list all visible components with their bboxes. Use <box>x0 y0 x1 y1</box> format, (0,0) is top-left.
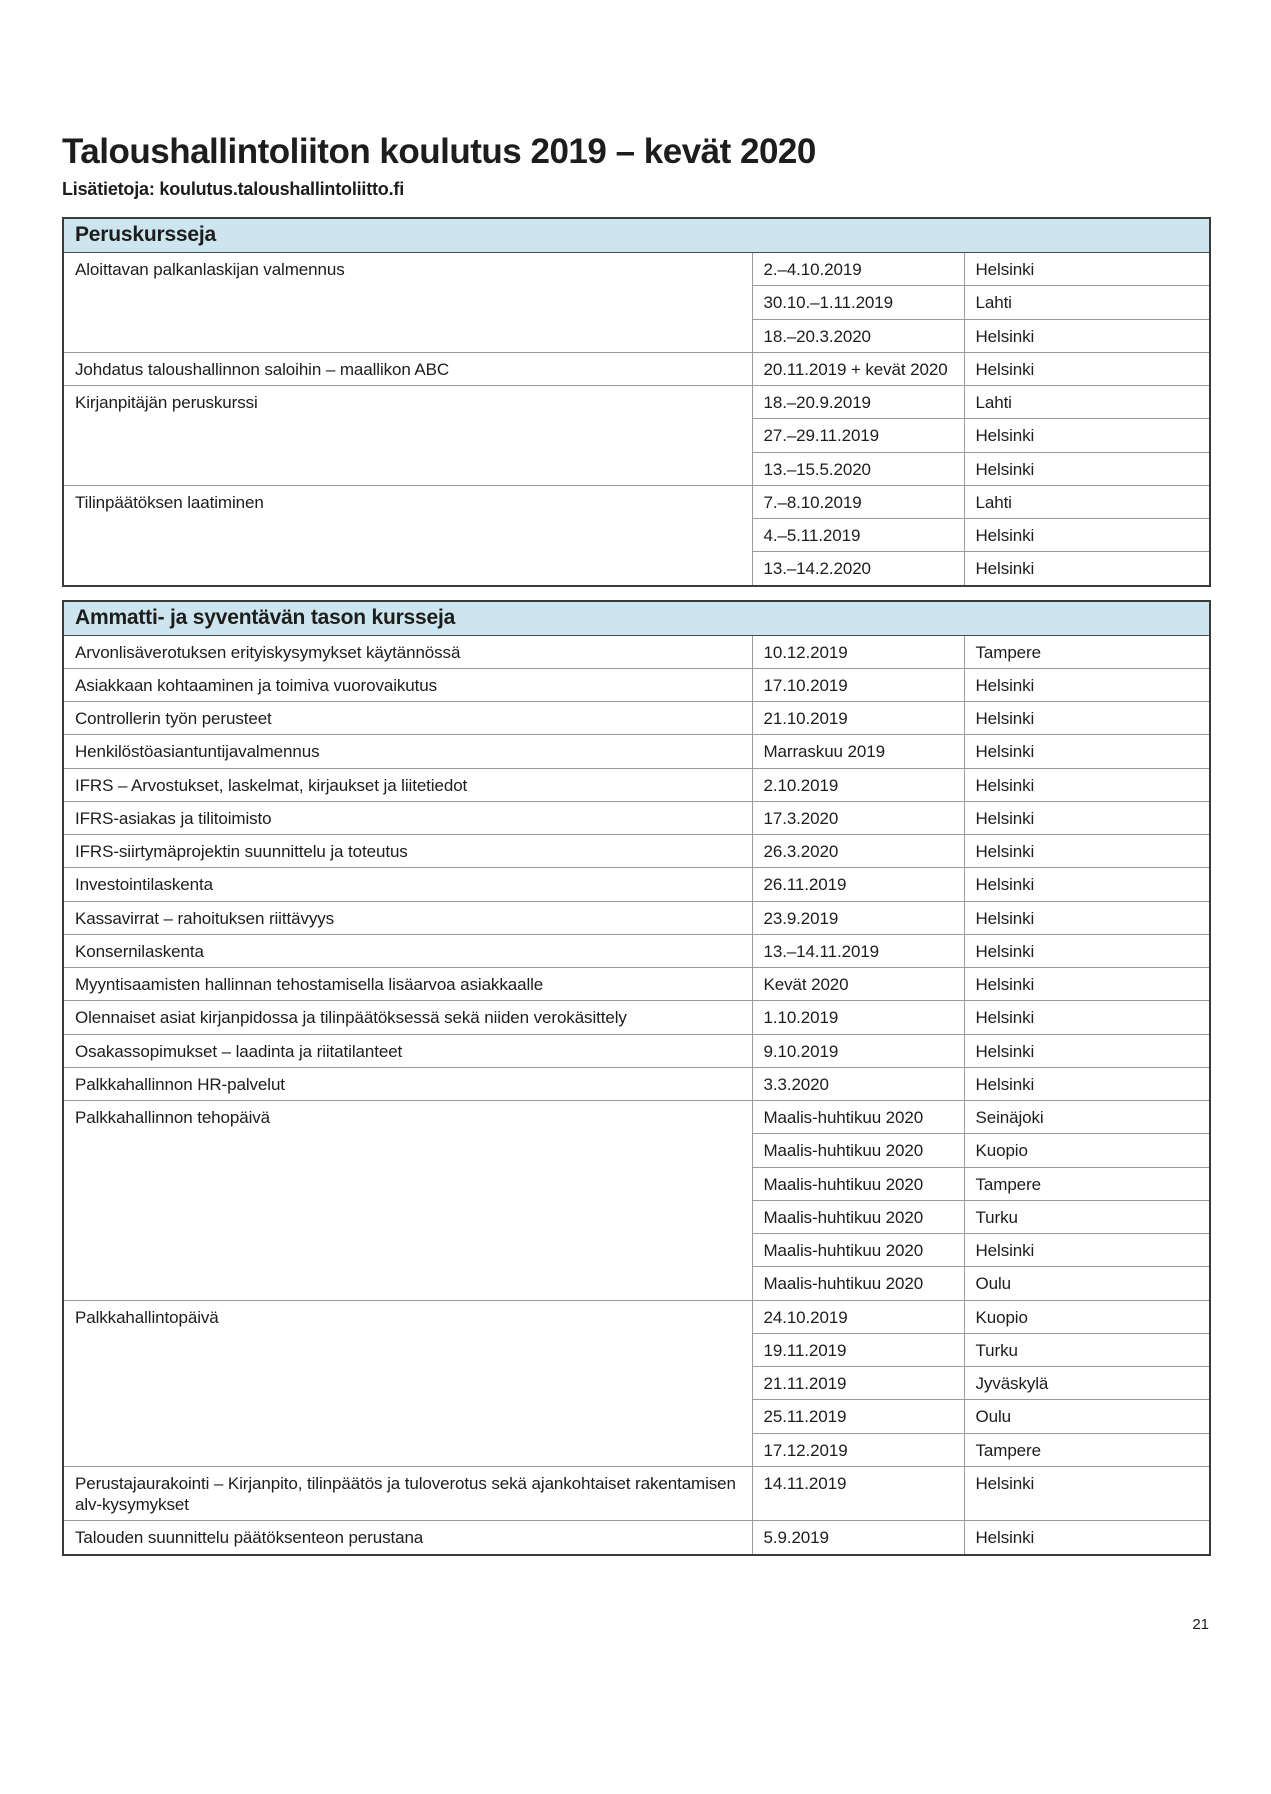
location-cell: Helsinki <box>964 668 1210 701</box>
location-cell: Tampere <box>964 1167 1210 1200</box>
date-cell: 13.–15.5.2020 <box>752 452 964 485</box>
date-cell: 7.–8.10.2019 <box>752 485 964 518</box>
location-cell: Helsinki <box>964 1034 1210 1067</box>
course-name-cell: IFRS-siirtymäprojektin suunnittelu ja toteutus <box>63 835 752 868</box>
date-cell: 18.–20.3.2020 <box>752 319 964 352</box>
location-cell: Helsinki <box>964 702 1210 735</box>
date-cell: 3.3.2020 <box>752 1067 964 1100</box>
location-cell: Helsinki <box>964 1234 1210 1267</box>
location-cell: Helsinki <box>964 934 1210 967</box>
table-row <box>63 253 1210 286</box>
date-cell: 26.3.2020 <box>752 835 964 868</box>
date-cell: Kevät 2020 <box>752 968 964 1001</box>
location-cell: Helsinki <box>964 319 1210 352</box>
course-name-cell: Investointilaskenta <box>63 868 752 901</box>
location-cell: Seinäjoki <box>964 1101 1210 1134</box>
location-cell: Helsinki <box>964 1521 1210 1555</box>
table-row <box>63 1001 1210 1034</box>
course-name-cell: Palkkahallinnon tehopäivä <box>63 1101 752 1301</box>
table-row <box>63 835 1210 868</box>
location-cell: Lahti <box>964 485 1210 518</box>
date-cell: Maalis-huhtikuu 2020 <box>752 1267 964 1300</box>
location-cell: Helsinki <box>964 519 1210 552</box>
table-row <box>63 901 1210 934</box>
section-header-basic-courses: Peruskursseja <box>63 218 1210 253</box>
advanced-courses-table-body <box>63 635 1210 1555</box>
table-row <box>63 735 1210 768</box>
date-cell: 1.10.2019 <box>752 1001 964 1034</box>
table-row <box>63 868 1210 901</box>
date-cell: Maalis-huhtikuu 2020 <box>752 1234 964 1267</box>
date-cell: 17.12.2019 <box>752 1433 964 1466</box>
location-cell: Jyväskylä <box>964 1367 1210 1400</box>
location-cell: Helsinki <box>964 968 1210 1001</box>
location-cell: Lahti <box>964 386 1210 419</box>
course-name-cell: Aloittavan palkanlaskijan valmennus <box>63 253 752 353</box>
table-row <box>63 1466 1210 1521</box>
date-cell: 2.10.2019 <box>752 768 964 801</box>
course-name-cell: Palkkahallintopäivä <box>63 1300 752 1466</box>
location-cell: Helsinki <box>964 1067 1210 1100</box>
date-cell: 26.11.2019 <box>752 868 964 901</box>
course-name-cell: IFRS – Arvostukset, laskelmat, kirjaukset ja liitetiedot <box>63 768 752 801</box>
location-cell: Helsinki <box>964 901 1210 934</box>
location-cell: Helsinki <box>964 452 1210 485</box>
location-cell: Helsinki <box>964 868 1210 901</box>
date-cell: 21.11.2019 <box>752 1367 964 1400</box>
course-name-cell: Osakassopimukset – laadinta ja riitatilanteet <box>63 1034 752 1067</box>
course-name-cell: Johdatus taloushallinnon saloihin – maallikon ABC <box>63 352 752 385</box>
date-cell: 10.12.2019 <box>752 635 964 668</box>
table-row <box>63 635 1210 668</box>
location-cell: Turku <box>964 1200 1210 1233</box>
date-cell: Marraskuu 2019 <box>752 735 964 768</box>
document-page <box>62 132 1209 1569</box>
location-cell: Helsinki <box>964 735 1210 768</box>
date-cell: 17.3.2020 <box>752 801 964 834</box>
course-name-cell: Asiakkaan kohtaaminen ja toimiva vuorovaikutus <box>63 668 752 701</box>
date-cell: 18.–20.9.2019 <box>752 386 964 419</box>
date-cell: 20.11.2019 + kevät 2020 <box>752 352 964 385</box>
location-cell: Helsinki <box>964 768 1210 801</box>
table-row <box>63 1034 1210 1067</box>
location-cell: Helsinki <box>964 419 1210 452</box>
date-cell: 2.–4.10.2019 <box>752 253 964 286</box>
course-name-cell: Kassavirrat – rahoituksen riittävyys <box>63 901 752 934</box>
date-cell: 25.11.2019 <box>752 1400 964 1433</box>
location-cell: Kuopio <box>964 1300 1210 1333</box>
date-cell: Maalis-huhtikuu 2020 <box>752 1167 964 1200</box>
date-cell: 13.–14.2.2020 <box>752 552 964 586</box>
course-name-cell: IFRS-asiakas ja tilitoimisto <box>63 801 752 834</box>
location-cell: Helsinki <box>964 1466 1210 1521</box>
table-row <box>63 934 1210 967</box>
course-name-cell: Olennaiset asiat kirjanpidossa ja tilinpäätöksessä sekä niiden verokäsittely <box>63 1001 752 1034</box>
course-name-cell: Talouden suunnittelu päätöksenteon perustana <box>63 1521 752 1555</box>
course-name-cell: Henkilöstöasiantuntijavalmennus <box>63 735 752 768</box>
date-cell: 19.11.2019 <box>752 1333 964 1366</box>
section-header-advanced-courses: Ammatti- ja syventävän tason kursseja <box>63 601 1210 636</box>
location-cell: Helsinki <box>964 835 1210 868</box>
advanced-courses-table <box>62 600 1211 1556</box>
date-cell: 27.–29.11.2019 <box>752 419 964 452</box>
date-cell: 30.10.–1.11.2019 <box>752 286 964 319</box>
location-cell: Tampere <box>964 1433 1210 1466</box>
date-cell: 21.10.2019 <box>752 702 964 735</box>
location-cell: Lahti <box>964 286 1210 319</box>
course-name-cell: Kirjanpitäjän peruskurssi <box>63 386 752 486</box>
section-header-row <box>63 218 1210 253</box>
page-number: 21 <box>1192 1616 1209 1633</box>
date-cell: Maalis-huhtikuu 2020 <box>752 1134 964 1167</box>
location-cell: Helsinki <box>964 352 1210 385</box>
location-cell: Helsinki <box>964 1001 1210 1034</box>
page-subtitle: Lisätietoja: koulutus.taloushallintoliitto.fi <box>62 179 405 199</box>
course-name-cell: Myyntisaamisten hallinnan tehostamisella lisäarvoa asiakkaalle <box>63 968 752 1001</box>
location-cell: Helsinki <box>964 552 1210 586</box>
date-cell: 13.–14.11.2019 <box>752 934 964 967</box>
table-row <box>63 1101 1210 1134</box>
table-row <box>63 801 1210 834</box>
location-cell: Oulu <box>964 1267 1210 1300</box>
location-cell: Turku <box>964 1333 1210 1366</box>
course-name-cell: Arvonlisäverotuksen erityiskysymykset käytännössä <box>63 635 752 668</box>
date-cell: 5.9.2019 <box>752 1521 964 1555</box>
location-cell: Oulu <box>964 1400 1210 1433</box>
date-cell: 17.10.2019 <box>752 668 964 701</box>
date-cell: 23.9.2019 <box>752 901 964 934</box>
date-cell: Maalis-huhtikuu 2020 <box>752 1101 964 1134</box>
location-cell: Tampere <box>964 635 1210 668</box>
basic-courses-table-body <box>63 253 1210 586</box>
table-row <box>63 1067 1210 1100</box>
table-row <box>63 386 1210 419</box>
date-cell: Maalis-huhtikuu 2020 <box>752 1200 964 1233</box>
basic-courses-table <box>62 217 1211 587</box>
course-name-cell: Perustajaurakointi – Kirjanpito, tilinpäätös ja tuloverotus sekä ajankohtaiset rakentamisen alv-kysymykset <box>63 1466 752 1521</box>
course-name-cell: Tilinpäätöksen laatiminen <box>63 485 752 585</box>
course-name-cell: Palkkahallinnon HR-palvelut <box>63 1067 752 1100</box>
table-row <box>63 485 1210 518</box>
section-header-row <box>63 601 1210 636</box>
course-name-cell: Konsernilaskenta <box>63 934 752 967</box>
date-cell: 14.11.2019 <box>752 1466 964 1521</box>
location-cell: Helsinki <box>964 253 1210 286</box>
date-cell: 24.10.2019 <box>752 1300 964 1333</box>
location-cell: Helsinki <box>964 801 1210 834</box>
table-row <box>63 968 1210 1001</box>
table-row <box>63 668 1210 701</box>
course-name-cell: Controllerin työn perusteet <box>63 702 752 735</box>
table-row <box>63 1300 1210 1333</box>
table-row <box>63 352 1210 385</box>
location-cell: Kuopio <box>964 1134 1210 1167</box>
page-title: Taloushallintoliiton koulutus 2019 – kevät 2020 <box>62 132 816 171</box>
date-cell: 4.–5.11.2019 <box>752 519 964 552</box>
table-row <box>63 702 1210 735</box>
date-cell: 9.10.2019 <box>752 1034 964 1067</box>
table-row <box>63 768 1210 801</box>
table-row <box>63 1521 1210 1555</box>
